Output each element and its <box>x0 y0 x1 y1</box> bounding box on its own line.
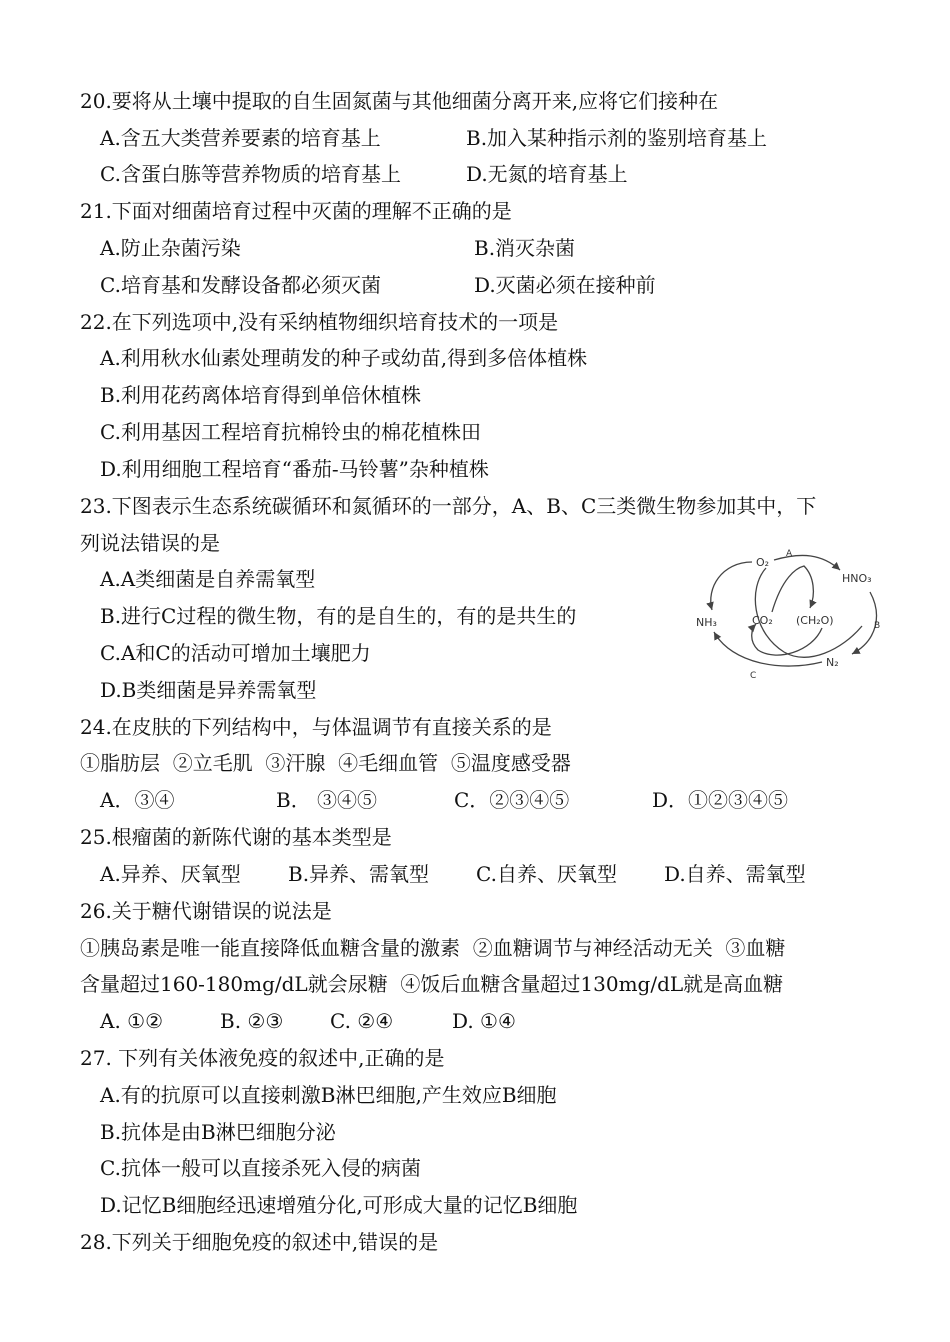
q27-option-c: C.抗体一般可以直接杀死入侵的病菌 <box>100 1156 421 1180</box>
q20-option-b: B.加入某种指示剂的鉴别培育基上 <box>466 126 768 150</box>
q27-stem: 27. 下列有关体液免疫的叙述中,正确的是 <box>80 1046 445 1070</box>
q26-option-d: D. ①④ <box>452 1009 516 1033</box>
label-nh3: NH₃ <box>696 616 717 629</box>
q24-option-c: C．②③④⑤ <box>454 788 570 812</box>
q21-stem: 21.下面对细菌培育过程中灭菌的理解不正确的是 <box>80 199 512 223</box>
q25-option-a: A.异养、厌氧型 <box>100 862 241 886</box>
q23-option-d: D.B类细菌是异养需氧型 <box>100 678 317 702</box>
q22-option-b: B.利用花药离体培育得到单倍休植株 <box>100 383 422 407</box>
q20-option-d: D.无氮的培育基上 <box>466 162 628 186</box>
q22-option-c: C.利用基因工程培育抗棉铃虫的棉花植株田 <box>100 420 481 444</box>
label-hno3: HNO₃ <box>842 572 872 585</box>
label-o2: O₂ <box>756 556 770 569</box>
arrow-co2-to-ch2o <box>772 566 813 612</box>
cycle-diagram <box>692 548 892 684</box>
q21-option-b: B.消灭杂菌 <box>474 236 576 260</box>
q25-option-b: B.异养、需氧型 <box>288 862 430 886</box>
q27-option-a: A.有的抗原可以直接刺激B淋巴细胞,产生效应B细胞 <box>100 1083 557 1107</box>
arrow-o2-to-nh3 <box>711 562 752 610</box>
q22-stem: 22.在下列选项中,没有采纳植物细织培育技术的一项是 <box>80 310 559 334</box>
label-c: C <box>750 671 757 681</box>
q24-stem: 24.在皮肤的下列结构中，与体温调节有直接关系的是 <box>80 715 552 739</box>
q23-option-b: B.进行C过程的微生物，有的是自生的，有的是共生的 <box>100 604 577 628</box>
label-n2: N₂ <box>826 656 839 669</box>
q20-stem: 20.要将从土壤中提取的自生固氮菌与其他细菌分离开来,应将它们接种在 <box>80 89 719 113</box>
q21-option-c: C.培育基和发酵设备都必须灭菌 <box>100 273 381 297</box>
q22-option-a: A.利用秋水仙素处理萌发的种子或幼苗,得到多倍体植株 <box>100 346 588 370</box>
q27-option-b: B.抗体是由B淋巴细胞分泌 <box>100 1120 336 1144</box>
arrow-o2-to-hno3 <box>774 555 840 570</box>
label-co2: CO₂ <box>752 614 773 627</box>
q25-option-d: D.自养、需氧型 <box>664 862 806 886</box>
q26-stem: 26.关于糖代谢错误的说法是 <box>80 899 332 923</box>
q24-option-b: B． ③④⑤ <box>276 788 378 812</box>
q26-option-a: A. ①② <box>100 1009 164 1033</box>
label-a: A <box>786 549 793 559</box>
label-b: B <box>874 621 881 631</box>
q23-option-a: A.A类细菌是自养需氧型 <box>100 567 316 591</box>
q20-option-c: C.含蛋白胨等营养物质的培育基上 <box>100 162 401 186</box>
q21-option-d: D.灭菌必须在接种前 <box>474 273 656 297</box>
q23-stem-line1: 23.下图表示生态系统碳循环和氮循环的一部分，A、B、C三类微生物参加其中，下 <box>80 494 817 518</box>
arrow-hno3-to-n2 <box>852 592 876 654</box>
label-ch2o: (CH₂O) <box>796 614 834 627</box>
q20-option-a: A.含五大类营养要素的培育基上 <box>100 126 381 150</box>
q26-option-b: B. ②③ <box>220 1009 284 1033</box>
q23-stem-line2: 列说法错误的是 <box>80 531 220 555</box>
q25-option-c: C.自养、厌氧型 <box>476 862 617 886</box>
q26-statement-line2: 含量超过160-180mg/dL就会尿糖 ④饭后血糖含量超过130mg/dL就是高血糖 <box>80 972 784 996</box>
q28-stem: 28.下列关于细胞免疫的叙述中,错误的是 <box>80 1230 439 1254</box>
q24-option-d: D．①②③④⑤ <box>652 788 789 812</box>
q26-statement-line1: ①胰岛素是唯一能直接降低血糖含量的激素 ②血糖调节与神经活动无关 ③血糖 <box>80 936 786 960</box>
q21-option-a: A.防止杂菌污染 <box>100 236 241 260</box>
q25-stem: 25.根瘤菌的新陈代谢的基本类型是 <box>80 825 392 849</box>
q27-option-d: D.记忆B细胞经迅速增殖分化,可形成大量的记忆B细胞 <box>100 1193 578 1217</box>
q23-option-c: C.A和C的活动可增加土壤肥力 <box>100 641 371 665</box>
q24-option-a: A．③④ <box>100 788 175 812</box>
q22-option-d: D.利用细胞工程培育“番茄-马铃薯”杂种植株 <box>100 457 489 481</box>
q26-option-c: C. ②④ <box>330 1009 394 1033</box>
q24-items: ①脂肪层 ②立毛肌 ③汗腺 ④毛细血管 ⑤温度感受器 <box>80 751 571 775</box>
